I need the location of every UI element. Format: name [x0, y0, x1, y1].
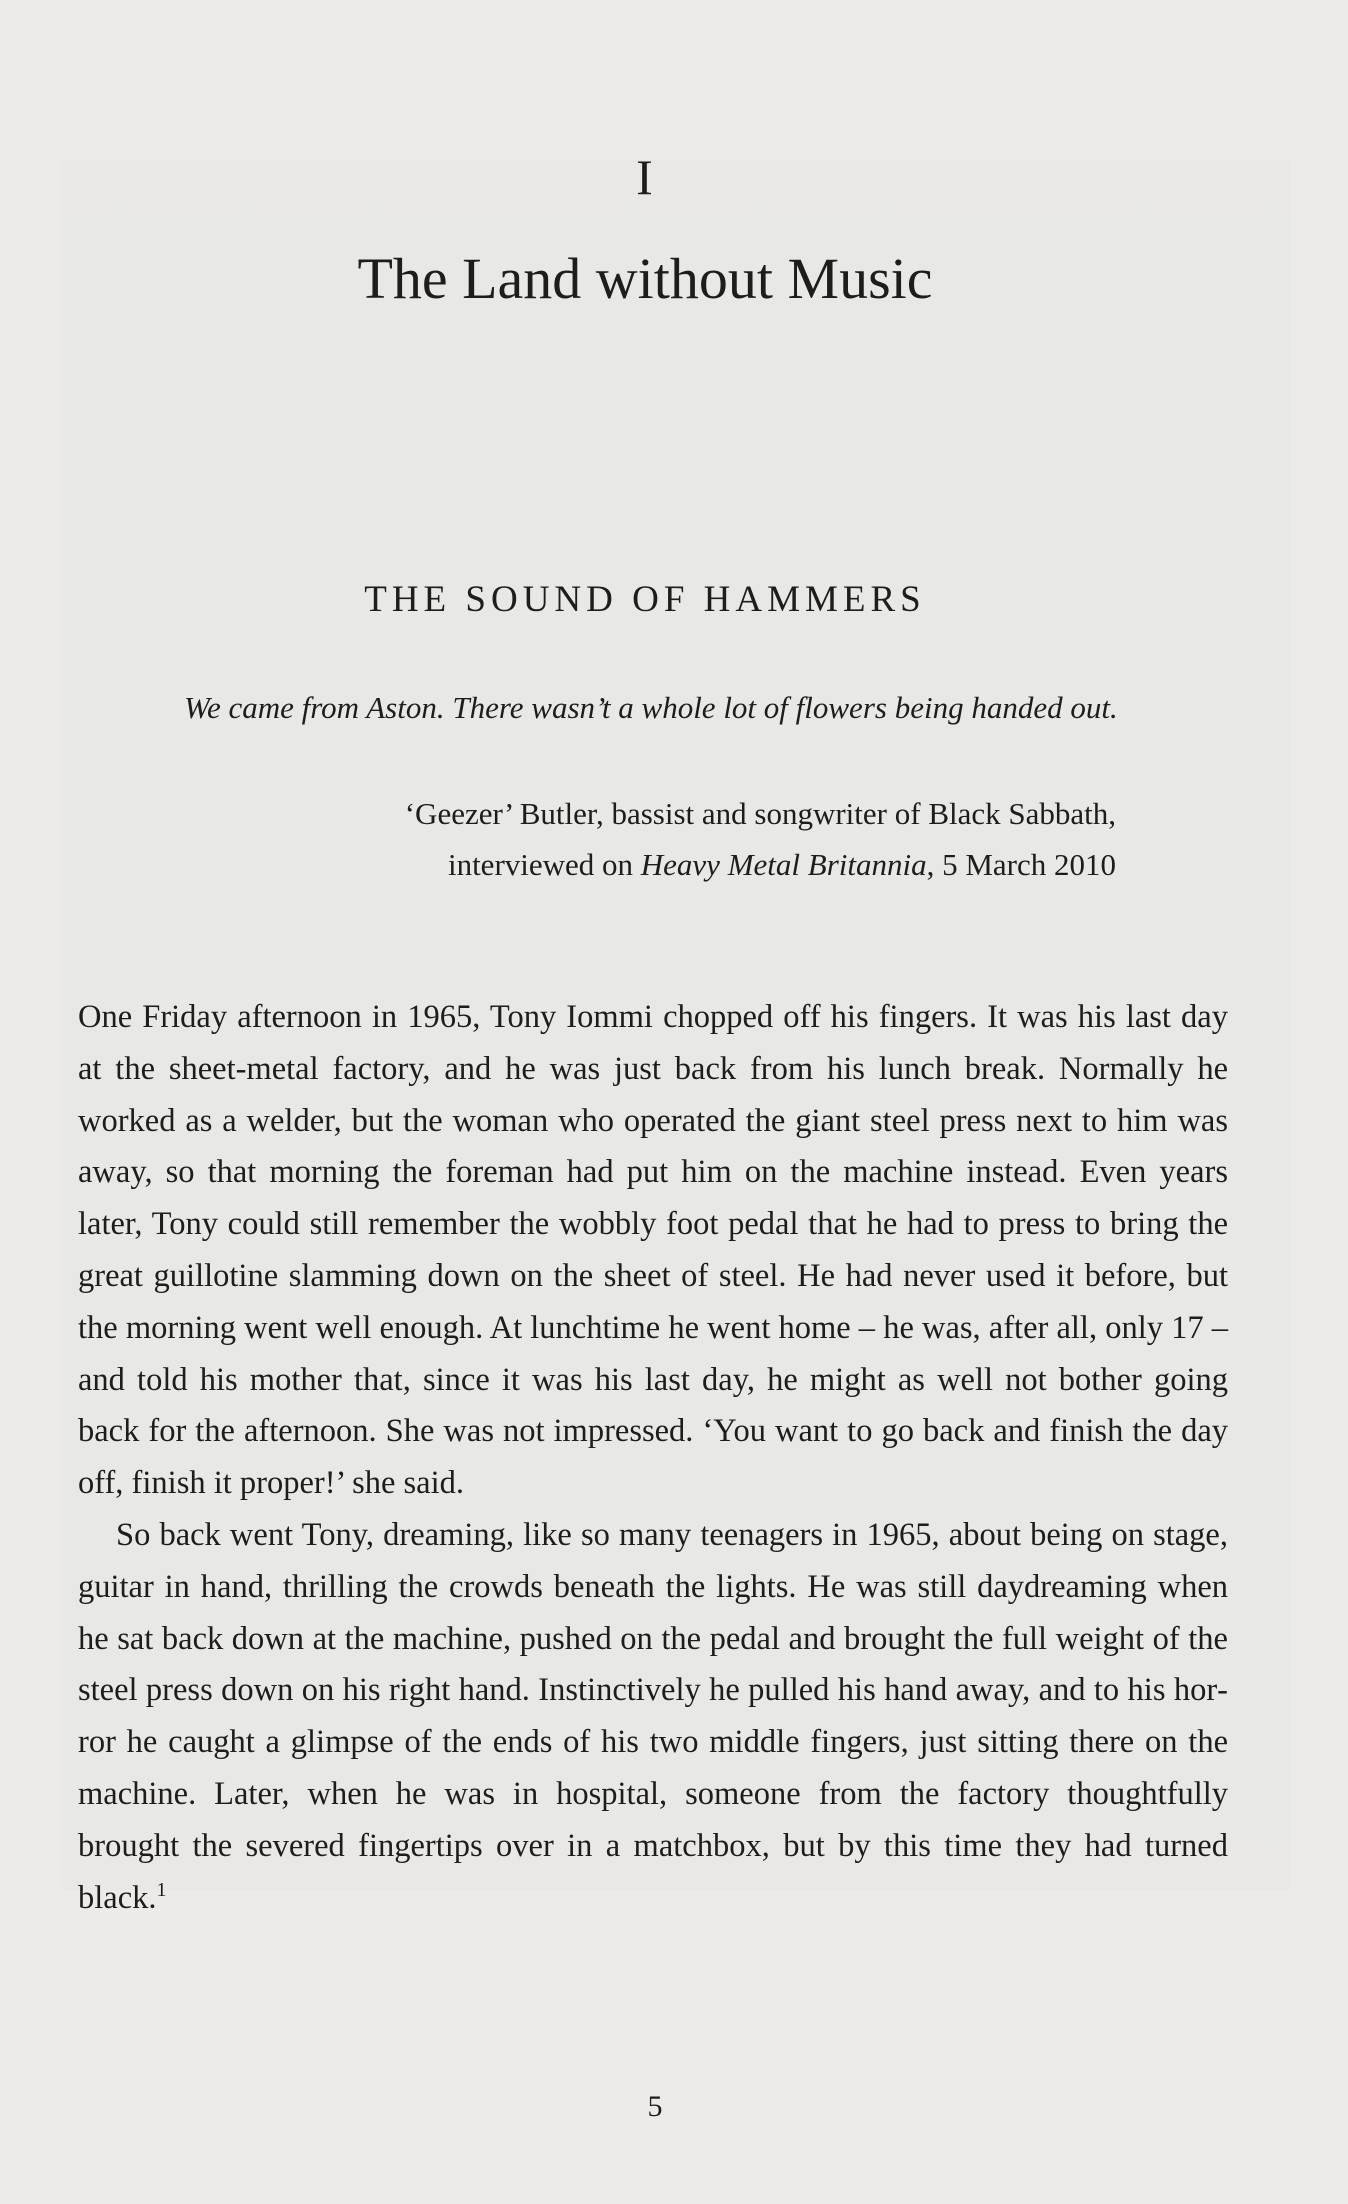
- attribution-line-2: [240, 839, 1116, 890]
- body-paragraph-2-text: So back went Tony, dreaming, like so many teenagers in 1965, about being on stage, guitar in hand, thrilling the crowds beneath the lights. He was still daydreaming when he sat back down at the machine, pushed on the pedal and brought the full weight of the steel press down on his right hand. Instinctively he pulled his hand away, and to his horror he caught a glimpse of the ends of his two middle fingers, just sitting there on the machine. Later, when he was in hospital, someone from the factory thoughtfully brought the severed fingertips over in a matchbox, but by this time they had turned black.: [78, 1516, 1228, 1916]
- page-number: 5: [647, 2090, 663, 2123]
- attribution-line-1: ‘Geezer’ Butler, bassist and songwriter of Black Sabbath,: [404, 796, 1116, 831]
- section-heading: THE SOUND OF HAMMERS: [364, 579, 926, 620]
- body-paragraph-1: One Friday afternoon in 1965, Tony Iommi chopped off his fingers. It was his last day at the sheet-metal factory, and he was just back from his lunch break. Normally he worked as a welder, but the woman who operated the giant steel press next to him was away, so that morning the foreman had put him on the machine instead. Even years later, Tony could still remember the wobbly foot pedal that he had to press to bring the great guillotine slamming down on the sheet of steel. He had never used it before, but the morning went well enough. At lunchtime he went home – he was, after all, only 17 – and told his mother that, since it was his last day, he might as well not bother going back for the afternoon. She was not impressed. ‘You want to go back and finish the day off, finish it proper!’ she said.: [78, 999, 1228, 1502]
- footnote-marker[interactable]: 1: [156, 1878, 167, 1901]
- attribution-date: , 5 March 2010: [926, 847, 1116, 882]
- attribution-source: Heavy Metal Britannia: [640, 847, 927, 882]
- chapter-number: I: [636, 149, 654, 205]
- epigraph-attribution: [240, 788, 1116, 890]
- body-paragraph-2: [78, 1510, 1228, 1924]
- epigraph-quote: We came from Aston. There wasn’t a whole lot of flowers being handed out.: [184, 690, 1118, 725]
- attribution-prefix: interviewed on: [447, 847, 641, 882]
- chapter-title: The Land without Music: [357, 246, 933, 311]
- body-text: [78, 992, 1228, 1924]
